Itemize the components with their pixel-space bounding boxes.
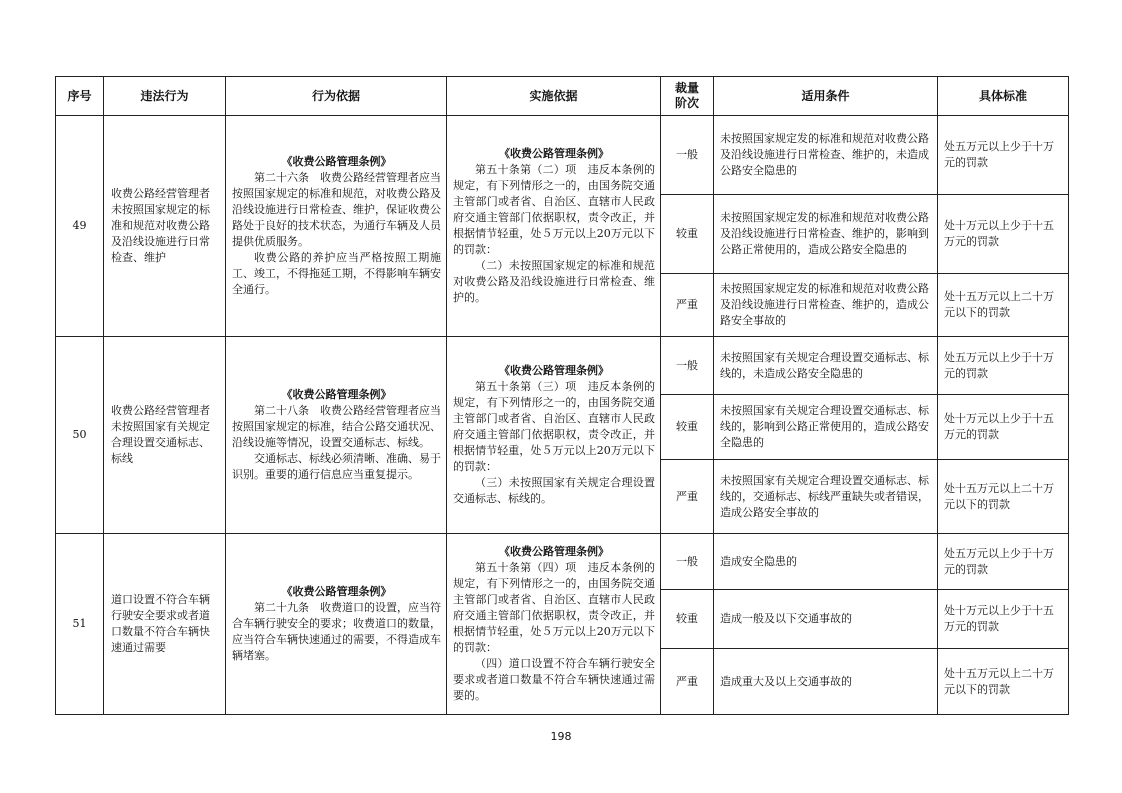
violation-behavior: 收费公路经营管理者未按照国家有关规定合理设置交通标志、标线 (104, 337, 226, 534)
basis-regulation-title: 《收费公路管理条例》 (281, 585, 392, 598)
discretion-level: 一般 (661, 337, 714, 395)
specific-standard: 处十万元以上少于十五万元的罚款 (938, 590, 1069, 649)
header-condition: 适用条件 (714, 77, 938, 116)
implementation-basis (447, 534, 661, 715)
applicable-condition: 造成重大及以上交通事故的 (714, 649, 938, 715)
discretion-level: 一般 (661, 116, 714, 195)
header-level (661, 77, 714, 116)
specific-standard: 处十万元以上少于十五万元的罚款 (938, 195, 1069, 274)
table-row (56, 116, 1069, 195)
discretion-level: 较重 (661, 590, 714, 649)
basis-paragraph: 第二十六条 收费公路经营管理者应当按照国家规定的标准和规范，对收费公路及沿线设施进行日常检查、维护，保证收费公路处于良好的技术状态，为通行车辆及人员提供优质服务。 (232, 171, 441, 248)
violation-behavior: 道口设置不符合车辆行驶安全要求或者道口数量不符合车辆快速通过需要 (104, 534, 226, 715)
applicable-condition: 造成一般及以下交通事故的 (714, 590, 938, 649)
page-number: 198 (550, 730, 572, 743)
discretion-level: 一般 (661, 534, 714, 590)
violation-behavior: 收费公路经营管理者未按照国家规定的标准和规范对收费公路及沿线设施进行日常检查、维护 (104, 116, 226, 337)
table-row (56, 534, 1069, 590)
header-level-line2: 阶次 (674, 96, 699, 110)
discretion-level: 较重 (661, 195, 714, 274)
discretion-level: 严重 (661, 460, 714, 534)
impl-paragraph: （三）未按照国家有关规定合理设置交通标志、标线的。 (453, 476, 655, 505)
impl-paragraph: 第五十条第（四）项 违反本条例的规定，有下列情形之一的，由国务院交通主管部门或者省、自治区、直辖市人民政府交通主管部门依据职权，责令改正，并根据情节轻重，处５万元以上20万元以下的罚款： (453, 561, 655, 654)
discretion-level: 较重 (661, 395, 714, 460)
specific-standard: 处十万元以上少于十五万元的罚款 (938, 395, 1069, 460)
impl-paragraph: （二）未按照国家规定的标准和规范对收费公路及沿线设施进行日常检查、维护的。 (453, 259, 655, 304)
applicable-condition: 未按照国家有关规定合理设置交通标志、标线的，交通标志、标线严重缺失或者错误，造成公路安全事故的 (714, 460, 938, 534)
header-implementation: 实施依据 (447, 77, 661, 116)
header-behavior: 违法行为 (104, 77, 226, 116)
basis-paragraph: 交通标志、标线必须清晰、准确、易于识别。重要的通行信息应当重复提示。 (232, 452, 441, 481)
impl-paragraph: 第五十条第（三）项 违反本条例的规定，有下列情形之一的，由国务院交通主管部门或者省、自治区、直辖市人民政府交通主管部门依据职权，责令改正，并根据情节轻重，处５万元以上20万元以下的罚款： (453, 380, 655, 473)
applicable-condition: 未按照国家有关规定合理设置交通标志、标线的，影响到公路正常使用的，造成公路安全隐患的 (714, 395, 938, 460)
header-basis: 行为依据 (226, 77, 447, 116)
basis-regulation-title: 《收费公路管理条例》 (281, 155, 392, 168)
implementation-basis (447, 116, 661, 337)
basis-regulation-title: 《收费公路管理条例》 (281, 388, 392, 401)
basis-paragraph: 收费公路的养护应当严格按照工期施工、竣工，不得拖延工期，不得影响车辆安全通行。 (232, 251, 441, 296)
behavior-basis (226, 534, 447, 715)
applicable-condition: 未按照国家规定发的标准和规范对收费公路及沿线设施进行日常检查、维护的，造成公路安全事故的 (714, 274, 938, 337)
impl-paragraph: 第五十条第（二）项 违反本条例的规定，有下列情形之一的，由国务院交通主管部门或者省、自治区、直辖市人民政府交通主管部门依据职权，责令改正，并根据情节轻重，处５万元以上20万元以下的罚款： (453, 163, 655, 256)
header-row (56, 77, 1069, 116)
discretion-level: 严重 (661, 274, 714, 337)
impl-regulation-title: 《收费公路管理条例》 (499, 147, 609, 160)
header-standard: 具体标准 (938, 77, 1069, 116)
basis-paragraph: 第二十九条 收费道口的设置，应当符合车辆行驶安全的要求；收费道口的数量，应当符合车辆快速通过的需要，不得造成车辆堵塞。 (232, 601, 441, 662)
behavior-basis (226, 337, 447, 534)
implementation-basis (447, 337, 661, 534)
header-no: 序号 (56, 77, 104, 116)
applicable-condition: 造成安全隐患的 (714, 534, 938, 590)
impl-regulation-title: 《收费公路管理条例》 (499, 545, 609, 558)
row-number: 50 (56, 337, 104, 534)
specific-standard: 处十五万元以上二十万元以下的罚款 (938, 274, 1069, 337)
impl-regulation-title: 《收费公路管理条例》 (499, 364, 609, 377)
specific-standard: 处五万元以上少于十万元的罚款 (938, 534, 1069, 590)
behavior-basis (226, 116, 447, 337)
applicable-condition: 未按照国家规定发的标准和规范对收费公路及沿线设施进行日常检查、维护的，未造成公路安全隐患的 (714, 116, 938, 195)
specific-standard: 处五万元以上少于十万元的罚款 (938, 337, 1069, 395)
table-row (56, 337, 1069, 395)
specific-standard: 处五万元以上少于十万元的罚款 (938, 116, 1069, 195)
header-level-line1: 裁量 (674, 81, 699, 95)
specific-standard: 处十五万元以上二十万元以下的罚款 (938, 460, 1069, 534)
discretion-level: 严重 (661, 649, 714, 715)
applicable-condition: 未按照国家规定发的标准和规范对收费公路及沿线设施进行日常检查、维护的，影响到公路正常使用的，造成公路安全隐患的 (714, 195, 938, 274)
row-number: 49 (56, 116, 104, 337)
applicable-condition: 未按照国家有关规定合理设置交通标志、标线的，未造成公路安全隐患的 (714, 337, 938, 395)
penalty-standards-table (55, 76, 1069, 715)
impl-paragraph: （四）道口设置不符合车辆行驶安全要求或者道口数量不符合车辆快速通过需要的。 (453, 657, 655, 702)
basis-paragraph: 第二十八条 收费公路经营管理者应当按照国家规定的标准，结合公路交通状况、沿线设施等情况，设置交通标志、标线。 (232, 404, 441, 449)
row-number: 51 (56, 534, 104, 715)
specific-standard: 处十五万元以上二十万元以下的罚款 (938, 649, 1069, 715)
